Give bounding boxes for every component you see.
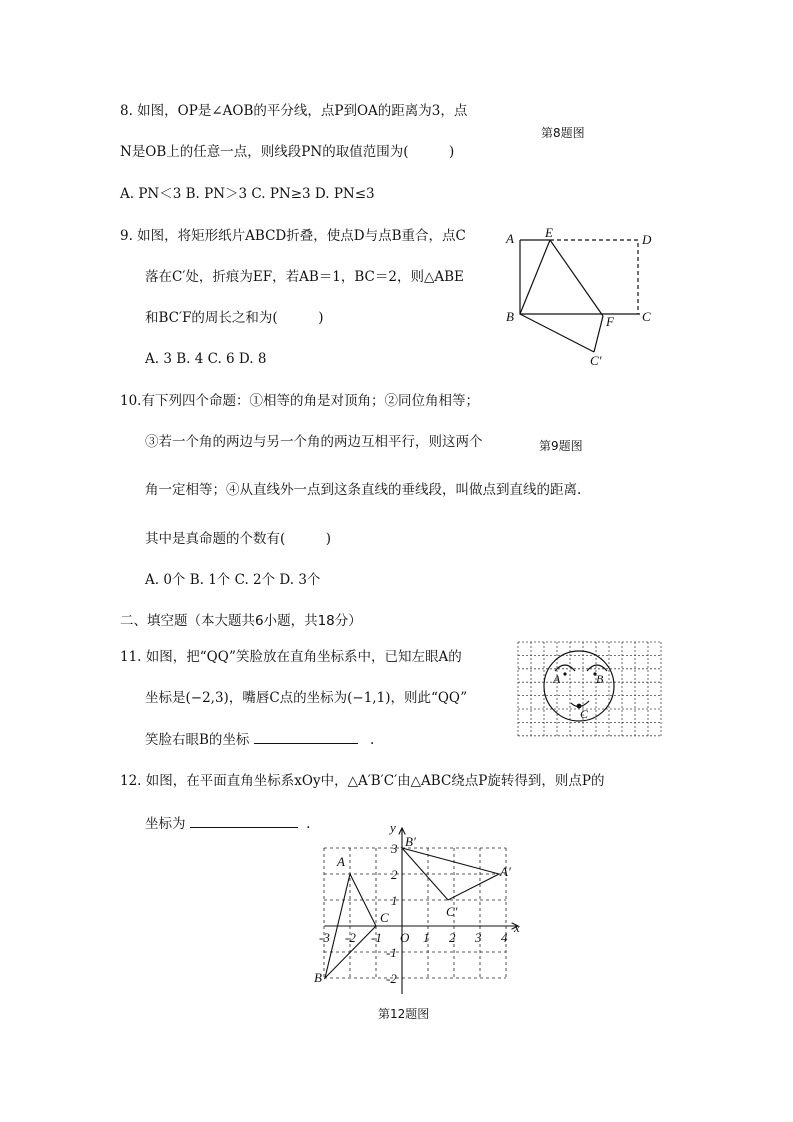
q12-y-tick-label: -2 bbox=[386, 971, 397, 986]
q12-label-a: A bbox=[337, 854, 345, 869]
q12-x-tick-label: -1 bbox=[371, 930, 382, 945]
q12-label-b: B bbox=[314, 970, 322, 985]
q11-smiley-figure bbox=[517, 641, 662, 739]
q9-line-bc1 bbox=[520, 314, 594, 352]
q8-line-1: 8. 如图，OP是∠AOB的平分线，点P到OA的距离为3，点 bbox=[120, 103, 468, 119]
q9-label-c: C bbox=[642, 309, 651, 324]
q9-options: A. 3 B. 4 C. 6 D. 8 bbox=[145, 351, 267, 367]
q9-figure bbox=[500, 222, 670, 372]
q12-y-tick-label: 3 bbox=[391, 841, 398, 856]
q9-rect-solid-edges bbox=[520, 240, 640, 314]
q12-label-origin: O bbox=[400, 930, 410, 945]
q12-label-a-prime: A′ bbox=[500, 864, 511, 879]
q12-figure-caption: 第12题图 bbox=[378, 1007, 430, 1021]
q9-line-2: 落在C′处，折痕为EF，若AB＝1，BC＝2，则△ABE bbox=[145, 269, 464, 285]
q8-figure-caption: 第8题图 bbox=[541, 126, 585, 140]
q12-y-tick-label: 1 bbox=[391, 893, 398, 908]
q10-line-4: 其中是真命题的个数有( ) bbox=[145, 531, 332, 547]
q11-answer-blank[interactable] bbox=[254, 731, 358, 744]
q12-x-tick-label: 3 bbox=[475, 930, 482, 945]
q12-line-2-text: 坐标为 bbox=[145, 816, 186, 832]
q9-fold-line-ef bbox=[550, 240, 603, 316]
q12-label-c-prime: C′ bbox=[446, 904, 458, 919]
q12-label-c: C bbox=[380, 910, 389, 925]
q11-line-1: 11. 如图，把“QQ”笑脸放在直角坐标系中，已知左眼A的 bbox=[120, 649, 462, 665]
q11-face-circle bbox=[544, 651, 614, 721]
q12-x-tick-label: 4 bbox=[501, 930, 508, 945]
q11-line-3-period: . bbox=[370, 732, 375, 748]
q11-left-eye-dot bbox=[563, 672, 566, 675]
q12-y-tick-label: 2 bbox=[391, 867, 398, 882]
q11-left-eyebrow bbox=[555, 665, 575, 671]
q12-x-tick-label: -2 bbox=[345, 930, 356, 945]
q9-label-f: F bbox=[606, 314, 614, 329]
q12-x-tick-label: 2 bbox=[449, 930, 456, 945]
q9-label-a: A bbox=[506, 231, 514, 246]
q12-line-2-period: . bbox=[306, 816, 311, 832]
q9-line-be bbox=[520, 240, 550, 314]
q9-label-c-prime: C′ bbox=[590, 353, 602, 368]
q12-line-1: 12. 如图，在平面直角坐标系xOy中，△A′B′C′由△ABC绕点P旋转得到，则点P的 bbox=[120, 773, 605, 789]
q10-line-3: 角一定相等；④从直线外一点到这条直线的垂线段，叫做点到直线的距离. bbox=[145, 482, 582, 498]
q9-figure-caption: 第9题图 bbox=[539, 439, 583, 453]
q12-answer-blank[interactable] bbox=[190, 815, 298, 828]
q12-y-tick-label: -1 bbox=[386, 945, 397, 960]
q11-label-b: B bbox=[596, 672, 604, 686]
q11-label-a: A bbox=[553, 672, 561, 686]
q11-line-2: 坐标是(−2,3)，嘴唇C点的坐标为(−1,1)，则此“QQ” bbox=[145, 690, 468, 706]
q9-label-e: E bbox=[545, 225, 553, 240]
q10-options: A. 0个 B. 1个 C. 2个 D. 3个 bbox=[145, 572, 321, 588]
q12-x-tick-label: 1 bbox=[423, 930, 430, 945]
q9-line-c1f bbox=[594, 316, 603, 352]
q12-dashed-grid bbox=[324, 848, 506, 978]
q11-right-eyebrow bbox=[587, 665, 607, 671]
section-2-heading: 二、填空题（本大题共6小题，共18分） bbox=[120, 613, 362, 629]
q8-line-2: N是OB上的任意一点，则线段PN的取值范围为( ) bbox=[120, 144, 455, 160]
q12-x-tick-label: -3 bbox=[319, 930, 330, 945]
q9-label-d: D bbox=[642, 232, 652, 247]
q11-label-c: C bbox=[580, 707, 589, 721]
q8-options: A. PN＜3 B. PN＞3 C. PN≥3 D. PN≤3 bbox=[120, 186, 375, 202]
q10-line-1: 10.有下列四个命题：①相等的角是对顶角；②同位角相等； bbox=[120, 393, 479, 409]
q12-line-2 bbox=[145, 815, 310, 833]
q9-line-3: 和BC′F的周长之和为( ) bbox=[145, 310, 324, 326]
q11-grid bbox=[518, 642, 661, 736]
q11-line-3 bbox=[145, 731, 374, 749]
q10-line-2: ③若一个角的两边与另一个角的两边互相平行，则这两个 bbox=[145, 434, 483, 450]
q9-line-1: 9. 如图，将矩形纸片ABCD折叠，使点D与点B重合，点C bbox=[120, 228, 466, 244]
q11-line-3-text: 笑脸右眼B的坐标 bbox=[145, 732, 250, 748]
q12-label-x: x bbox=[514, 920, 520, 935]
q12-coordinate-figure bbox=[310, 822, 530, 997]
q12-label-b-prime: B′ bbox=[405, 834, 416, 849]
q12-label-y: y bbox=[390, 822, 396, 835]
q9-label-b: B bbox=[506, 309, 514, 324]
